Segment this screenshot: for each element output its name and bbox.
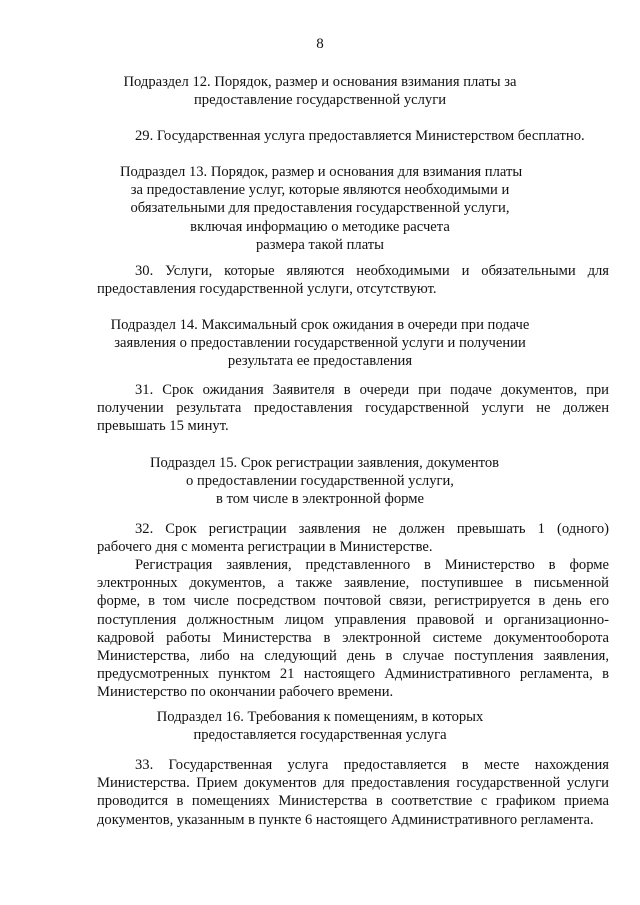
paragraph-32 [97,520,609,556]
paragraph-line: Регистрация заявления, представленного в Министерство в форме [135,557,609,573]
subsection-13-heading [120,163,523,254]
heading-line: результата ее предоставления [227,353,413,370]
paragraph-line: 31. Срок ожидания Заявителя в очереди при подаче документов, при [135,382,609,398]
paragraph-line: получении результата предоставления государственной услуги не должен [97,400,609,417]
paragraph-line: Министерства. Прием документов для предоставления государственной услуги [97,775,609,792]
heading-line: Подраздел 16. Требования к помещениям, в которых [156,709,484,725]
paragraph-line: Министерство по окончании рабочего времени. [97,684,394,701]
paragraph-line: форме, в том числе посредством почтовой связи, регистрируется в день его [97,593,609,610]
paragraph-line: превышать 15 минут. [97,418,229,435]
heading-line: за предоставление услуг, которые являются необходимыми и [130,182,510,199]
subsection-15-heading [150,454,500,509]
heading-line: предоставление государственной услуги [194,92,446,109]
heading-line: заявления о предоставлении государственной услуги и получении [114,335,526,352]
subsection-14-heading [110,316,530,371]
paragraph-line: кадровой работы Министерства в электронной системе документооборота [97,629,609,646]
heading-line: Подраздел 12. Порядок, размер и основания взимания платы за [123,74,517,90]
paragraph-line: предоставления государственной услуги, отсутствуют. [97,281,437,298]
heading-line: обязательными для предоставления государственной услуги, [130,200,510,217]
paragraph-line: 32. Срок регистрации заявления не должен превышать 1 (одного) [135,521,609,537]
heading-line: в том числе в электронной форме [216,491,424,508]
paragraph-29 [97,127,609,145]
paragraph-33 [97,756,609,829]
paragraph-registration [97,556,609,702]
paragraph-line: документов, указанным в пункте 6 настоящего Административного регламента. [97,811,594,828]
subsection-12-heading [120,73,520,109]
paragraph-line: 29. Государственная услуга предоставляется Министерством бесплатно. [135,128,585,144]
heading-line: включая информацию о методике расчета [190,218,450,235]
paragraph-line: 33. Государственная услуга предоставляется в месте нахождения [135,757,609,773]
paragraph-line: Министерства, либо на следующий день в случае поступления заявления, [97,648,609,665]
heading-line: предоставляется государственная услуга [193,727,447,744]
paragraph-line: 30. Услуги, которые являются необходимыми и обязательными для [135,263,609,279]
heading-line: размера такой платы [256,236,384,253]
heading-line: Подраздел 13. Порядок, размер и основания для взимания платы [120,164,523,180]
heading-line: о предоставлении государственной услуги, [186,473,454,490]
paragraph-31 [97,381,609,436]
paragraph-line: поступления должностным лицом управления правовой и организационно- [97,611,609,628]
paragraph-line: рабочего дня с момента регистрации в Министерстве. [97,539,433,556]
paragraph-line: проводится в помещениях Министерства в соответствие с графиком приема [97,793,609,810]
paragraph-line: предусмотренных пунктом 21 настоящего Административного регламента, в [97,666,609,683]
heading-line: Подраздел 14. Максимальный срок ожидания в очереди при подаче [110,317,530,333]
heading-line: Подраздел 15. Срок регистрации заявления, документов [150,455,500,471]
paragraph-30 [97,262,609,298]
subsection-16-heading [140,708,500,744]
page-number: 8 [316,36,324,52]
paragraph-line: электронных документов, а также заявление, поступившее в письменной [97,575,609,592]
